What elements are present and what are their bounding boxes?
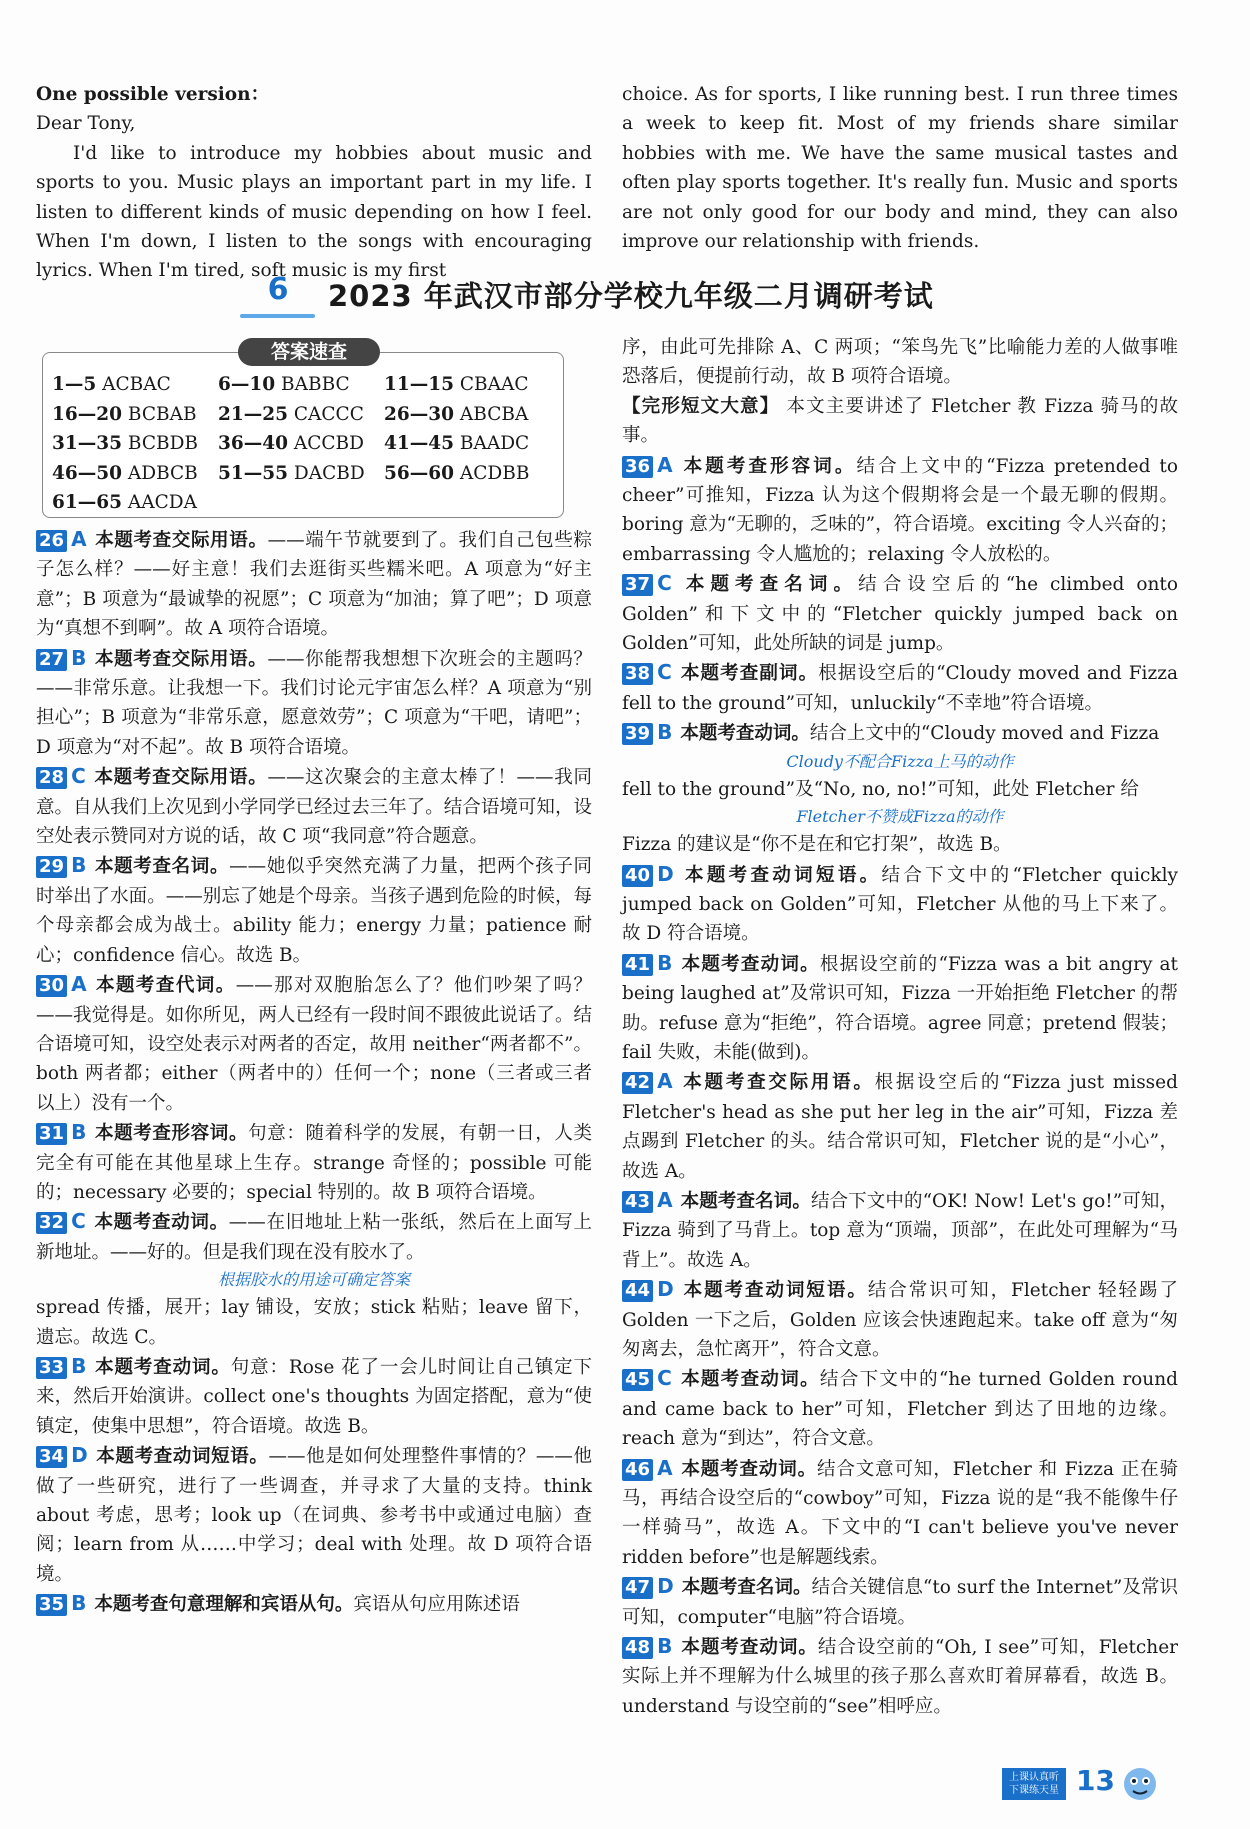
question-number: 48 <box>622 1637 653 1659</box>
question-number: 26 <box>36 530 67 552</box>
answer-letter: A <box>71 527 87 551</box>
explanation-item <box>622 1186 1178 1275</box>
answer-row <box>52 459 562 489</box>
answer-cell <box>384 370 550 400</box>
explanation-item <box>36 1207 592 1267</box>
essay-left-column <box>36 80 592 286</box>
answer-cell <box>218 370 384 400</box>
left-explanations <box>36 525 592 1620</box>
question-number: 30 <box>36 975 67 997</box>
footer-slogan <box>1002 1768 1066 1800</box>
question-number: 29 <box>36 856 67 878</box>
question-type: 本题考查动词。 <box>679 1369 820 1391</box>
answer-range: 1—5 <box>52 374 97 395</box>
explanation-text: 根据设空前的“Fizza was a bit angry at being laughed at”及常识可知，Fizza 一开始拒绝 Fletcher 的帮助。refuse 意为“拒绝”，符合语境。agree 同意；pretend 假装；fail 失败，未能(做到)。 <box>622 953 1178 1063</box>
answer-cell <box>384 400 550 430</box>
explanation-item <box>36 1118 592 1207</box>
explanation-text: 结合常识可知，Fletcher 轻轻踢了 Golden 一下之后，Golden 应该会快速跑起来。take off 意为“匆匆离去，急忙离开”，符合文意。 <box>622 1280 1178 1360</box>
answer-letter: A <box>657 1187 673 1212</box>
question-type: 本题考查动词。 <box>680 1458 818 1480</box>
answer-letter: C <box>657 660 672 685</box>
section-number: 6 <box>267 272 289 307</box>
page-number: 13 <box>1076 1764 1115 1797</box>
explanation-text: ——他是如何处理整件事情的？——他做了一些研究，进行了一些调查，并寻求了大量的支持。think about 考虑，思考；look up（在词典、参考书中或通过电脑）查阅；learn from 从……中学习；deal with 处理。故 D 项符合语境。 <box>36 1446 592 1585</box>
answer-letter: B <box>657 720 673 745</box>
answer-letter: B <box>657 1634 673 1659</box>
question-type: 本题考查形容词。 <box>94 1123 249 1145</box>
question-number: 45 <box>622 1369 653 1391</box>
answer-keys: BCBAB <box>127 403 197 425</box>
question-type: 本题考查动词。 <box>93 1212 229 1234</box>
answer-keys: BCBDB <box>127 433 199 455</box>
explanation-item <box>36 1352 592 1441</box>
explanation-item <box>622 718 1178 748</box>
explanation-text: 宾语从句应用陈述语 <box>353 1594 520 1616</box>
explanation-item <box>36 762 592 851</box>
question-type: 本题考查动词短语。 <box>681 864 882 886</box>
question-type: 本题考查交际用语。 <box>94 648 268 670</box>
explanation-text: 结合下文中的“Fletcher quickly jumped back on Golden”可知，Fletcher 从他的马上下来了。故 D 符合语境。 <box>622 864 1178 945</box>
question-number: 39 <box>622 723 653 745</box>
explanation-item <box>622 569 1178 658</box>
question-number: 46 <box>622 1459 653 1481</box>
answer-row <box>52 488 562 518</box>
explanation-item <box>622 1454 1178 1573</box>
page-footer <box>1002 1762 1182 1812</box>
question-number: 40 <box>622 865 653 887</box>
explanation-continued: spread 传播，展开；lay 铺设，安放；stick 粘贴；leave 留下，遗忘。故选 C。 <box>36 1297 592 1348</box>
question-number: 38 <box>622 663 653 685</box>
question-number: 41 <box>622 954 653 976</box>
answer-range: 61—65 <box>52 492 122 514</box>
answer-letter: C <box>71 764 86 789</box>
explanation-text: 结合文意可知，Fletcher 和 Fizza 正在骑马，再结合设空后的“cowboy”可知，Fizza 说的是“我不能像牛仔一样骑马”，故选 A。下文中的“I can't believe you've never ridden before”也是解题线索。 <box>622 1458 1178 1568</box>
answer-keys: DACBD <box>293 462 365 484</box>
question-number: 42 <box>622 1072 653 1094</box>
question-type: 本题考查动词。 <box>680 953 820 975</box>
section-number-underline <box>240 314 315 318</box>
section-summary-label: 【完形短文大意】 <box>622 395 780 417</box>
explanation-text: 结合下文中的“OK! Now! Let's go!”可知，Fizza 骑到了马背上。top 意为“顶端，顶部”，在此处可理解为“马背上”。故选 A。 <box>622 1190 1178 1271</box>
explanation-item <box>36 644 592 763</box>
explanation-item <box>36 970 592 1118</box>
section-summary <box>622 392 1178 451</box>
answer-row <box>52 429 562 459</box>
question-type: 本题考查动词。 <box>680 723 810 745</box>
question-type: 本题考查动词短语。 <box>95 1446 269 1468</box>
answer-key-grid <box>52 370 562 518</box>
explanation-text: 句意：随着科学的发展，有朝一日，人类完全有可能在其他星球上生存。strange 奇怪的；possible 可能的；necessary 必要的；special 特别的。故 B 项符合语境。 <box>36 1123 592 1203</box>
answer-letter: C <box>71 1209 86 1234</box>
question-number: 27 <box>36 649 67 671</box>
question-number: 47 <box>622 1577 653 1599</box>
explanation-item <box>622 658 1178 718</box>
question-number: 37 <box>622 574 653 596</box>
answer-letter: B <box>71 1353 87 1378</box>
explanation-text: ——那对双胞胎怎么了？他们吵架了吗？——我觉得是。如你所见，两人已经有一段时间不跟彼此说话了。结合语境可知，设空处表示对两者的否定，故用 neither“两者都不”。both 两者都；either（两者中的）任何一个；none（三者或三者以上）没有一个。 <box>36 975 592 1114</box>
answer-keys: ACCBD <box>293 433 364 455</box>
section-summary-text: 本文主要讲述了 Fletcher 教 Fizza 骑马的故事。 <box>622 395 1178 447</box>
handwritten-note: Fletcher不赞成Fizza的动作 <box>796 807 1004 827</box>
explanation-text: 结合设空后的“he climbed onto Golden”和下文中的“Fletcher quickly jumped back on Golden”可知，此处所缺的词是 jump。 <box>622 574 1178 655</box>
section-title <box>240 270 1040 320</box>
explanation-item <box>622 1275 1178 1364</box>
explanation-continued: fell to the ground”及“No, no, no!”可知，此处 Fletcher 给 <box>622 778 1139 800</box>
answer-cell <box>52 459 218 489</box>
explanation-item <box>36 851 592 970</box>
answer-key-label: 答案速查 <box>238 338 380 366</box>
explanation-text: 结合关键信息“to surf the Internet”及常识可知，computer“电脑”符合语境。 <box>622 1577 1178 1628</box>
explanation-text: ——她似乎突然充满了力量，把两个孩子同时举出了水面。——别忘了她是个母亲。当孩子遇到危险的时候，每个母亲都会成为战士。ability 能力；energy 力量；patience 耐心；confidence 信心。故选 B。 <box>36 856 592 966</box>
answer-cell <box>52 370 218 400</box>
explanation-item <box>36 525 592 644</box>
footer-slogan-line-2: 下课练天星 <box>1009 1785 1059 1796</box>
handwritten-note: Cloudy不配合Fizza上马的动作 <box>786 751 1014 771</box>
answer-letter: A <box>657 452 673 477</box>
essay-paragraph-right: choice. As for sports, I like running best. I run three times a week to keep fit. Most of my friends share similar hobbies with me. We have the same musical tastes and often play sports together. It's really fun. Music and sports are not only good for our body and mind, they can also improve our relationship with friends. <box>622 84 1178 253</box>
explanation-text: ——这次聚会的主意太棒了！——我同意。自从我们上次见到小学同学已经过去三年了。结合语境可知，设空处表示赞同对方说的话，故 C 项“我同意”符合题意。 <box>36 767 592 848</box>
question-number: 33 <box>36 1357 67 1379</box>
explanation-text: 结合上文中的“Fizza pretended to cheer”可推知，Fizza 认为这个假期将会是一个最无聊的假期。boring 意为“无聊的，乏味的”，符合语境。exciting 令人兴奋的；embarrassing 令人尴尬的；relaxing 令人放松的。 <box>622 455 1178 565</box>
explanation-item <box>622 1632 1178 1721</box>
answer-letter: A <box>71 972 87 997</box>
answer-keys: ACBAC <box>102 374 171 395</box>
answer-keys: CACCC <box>293 403 364 425</box>
answer-keys: ACDBB <box>459 462 530 484</box>
answer-cell <box>52 400 218 430</box>
answer-letter: B <box>657 950 673 975</box>
question-type: 本题考查名词。 <box>679 574 859 596</box>
answer-letter: B <box>71 645 87 670</box>
question-number: 34 <box>36 1446 67 1468</box>
explanation-item <box>622 1572 1178 1632</box>
answer-row <box>52 370 562 400</box>
answer-range: 26—30 <box>384 403 454 425</box>
answer-range: 31—35 <box>52 433 122 455</box>
question-type: 本题考查交际用语。 <box>93 767 268 789</box>
explanation-item <box>622 1067 1178 1186</box>
answer-range: 36—40 <box>218 433 288 455</box>
question-number: 43 <box>622 1191 653 1213</box>
question-type: 本题考查名词。 <box>681 1577 812 1599</box>
question-type: 本题考查副词。 <box>679 663 819 685</box>
question-type: 本题考查动词。 <box>94 1356 231 1378</box>
explanation-text: 根据设空后的“Cloudy moved and Fizza fell to the ground”可知，unluckily“不幸地”符合语境。 <box>622 663 1178 714</box>
answer-keys: BAADC <box>459 433 530 455</box>
explanation-text: 结合下文中的“he turned Golden round and came back to her”可知，Fletcher 到达了田地的边缘。reach 意为“到达”，符合文意。 <box>622 1369 1178 1450</box>
mascot-icon <box>1117 1762 1163 1804</box>
answer-cell <box>384 459 550 489</box>
answer-range: 56—60 <box>384 462 454 484</box>
question-type: 本题考查交际用语。 <box>94 530 268 551</box>
essay-paragraph-left: I'd like to introduce my hobbies about music and sports to you. Music plays an important part in my life. I listen to different kinds of music depending on how I feel. When I'm down, I listen to the songs with encouraging lyrics. When I'm tired, soft music is my first <box>36 142 592 282</box>
question-type: 本题考查名词。 <box>94 856 230 878</box>
explanation-text: ——端午节就要到了。我们自己包些粽子怎么样？——好主意！我们去逛街买些糯米吧。A 项意为“好主意”；B 项意为“最诚挚的祝愿”；C 项意为“加油；算了吧”；D 项意为“真想不到啊”。故 A 项符合语境。 <box>36 530 592 640</box>
essay-heading: One possible version： <box>36 84 270 105</box>
answer-letter: B <box>71 853 87 878</box>
answer-range: 51—55 <box>218 462 288 484</box>
question-number: 44 <box>622 1280 653 1302</box>
answer-range: 6—10 <box>218 374 276 395</box>
explanation-text: ——你能帮我想想下次班会的主题吗？——非常乐意。让我想一下。我们讨论元宇宙怎么样？A 项意为“别担心”；B 项意为“非常乐意，愿意效劳”；C 项意为“干吧，请吧”；D 项意为“对不起”。故 B 项符合语境。 <box>36 648 592 758</box>
question-number: 32 <box>36 1212 67 1234</box>
explanation-text: 结合设空前的“Oh, I see”可知，Fletcher 实际上并不理解为什么城里的孩子那么喜欢盯着屏幕看，故选 B。understand 与设空前的“see”相呼应。 <box>622 1637 1178 1717</box>
answer-letter: B <box>71 1591 87 1616</box>
question-number: 36 <box>622 456 653 478</box>
explanation-text: 句意：Rose 花了一会儿时间让自己镇定下来，然后开始演讲。collect one's thoughts 为固定搭配，意为“使镇定，使集中思想”，符合语境。故选 B。 <box>36 1356 592 1437</box>
answer-keys: CBAAC <box>459 374 529 395</box>
answer-keys: AACDA <box>127 492 197 514</box>
answer-range: 11—15 <box>384 374 454 395</box>
explanation-text: 结合上文中的“Cloudy moved and Fizza <box>809 723 1160 745</box>
question-number: 28 <box>36 767 67 789</box>
answer-range: 16—20 <box>52 403 122 425</box>
explanation-text: ——在旧地址上粘一张纸，然后在上面写上新地址。——好的。但是我们现在没有胶水了。 <box>36 1212 592 1263</box>
explanation-item <box>36 1589 592 1619</box>
question-type: 本题考查名词。 <box>680 1190 811 1212</box>
question-type: 本题考查交际用语。 <box>680 1072 875 1094</box>
answer-keys: ADBCB <box>127 462 198 484</box>
answer-range: 41—45 <box>384 433 454 455</box>
handwritten-note: 根据胶水的用途可确定答案 <box>217 1270 410 1290</box>
answer-letter: C <box>657 1366 672 1391</box>
essay-greeting: Dear Tony, <box>36 113 136 135</box>
answer-cell <box>218 459 384 489</box>
answer-keys: ABCBA <box>459 403 529 425</box>
answer-letter: D <box>657 1277 674 1302</box>
answer-letter: A <box>657 1069 673 1094</box>
question-type: 本题考查动词。 <box>680 1637 818 1659</box>
answer-cell <box>384 429 550 459</box>
answer-letter: D <box>71 1443 88 1468</box>
question-type: 本题考查代词。 <box>94 975 236 997</box>
right-explanations <box>622 333 1178 1721</box>
answer-letter: D <box>657 861 674 886</box>
section-title-text: 2023 年武汉市部分学校九年级二月调研考试 <box>328 279 934 313</box>
explanation-item <box>622 451 1178 570</box>
question-type: 本题考查动词短语。 <box>681 1280 868 1302</box>
answer-letter: C <box>657 571 672 596</box>
explanation-continued: Fizza 的建议是“你不是在和它打架”，故选 B。 <box>622 834 1012 856</box>
answer-letter: D <box>657 1574 674 1599</box>
question-number: 31 <box>36 1123 67 1145</box>
answer-letter: B <box>71 1120 87 1145</box>
right-intro: 序，由此可先排除 A、C 两项；“笨鸟先飞”比喻能力差的人做事唯恐落后，便提前行动，故 B 项符合语境。 <box>622 337 1178 388</box>
question-number: 35 <box>36 1594 67 1616</box>
answer-cell <box>218 429 384 459</box>
answer-row <box>52 400 562 430</box>
answer-range: 46—50 <box>52 462 122 484</box>
answer-range: 21—25 <box>218 403 288 425</box>
explanation-text: 根据设空后的“Fizza just missed Fletcher's head as she put her leg in the air”可知，Fizza 差点踢到 Fletcher 的头。结合常识可知，Fletcher 说的是“小心”，故选 A。 <box>622 1072 1178 1182</box>
essay-right-column <box>622 80 1178 256</box>
explanation-item <box>622 1364 1178 1453</box>
answer-letter: A <box>657 1455 673 1480</box>
question-type: 本题考查形容词。 <box>680 455 857 477</box>
answer-cell <box>218 400 384 430</box>
explanation-item <box>622 949 1178 1068</box>
answer-cell <box>52 488 218 518</box>
footer-slogan-line-1: 上课认真听 <box>1009 1772 1059 1783</box>
explanation-item <box>622 860 1178 949</box>
explanation-item <box>36 1441 592 1589</box>
answer-keys: BABBC <box>281 374 350 395</box>
answer-cell <box>52 429 218 459</box>
question-type: 本题考查句意理解和宾语从句。 <box>94 1594 354 1616</box>
